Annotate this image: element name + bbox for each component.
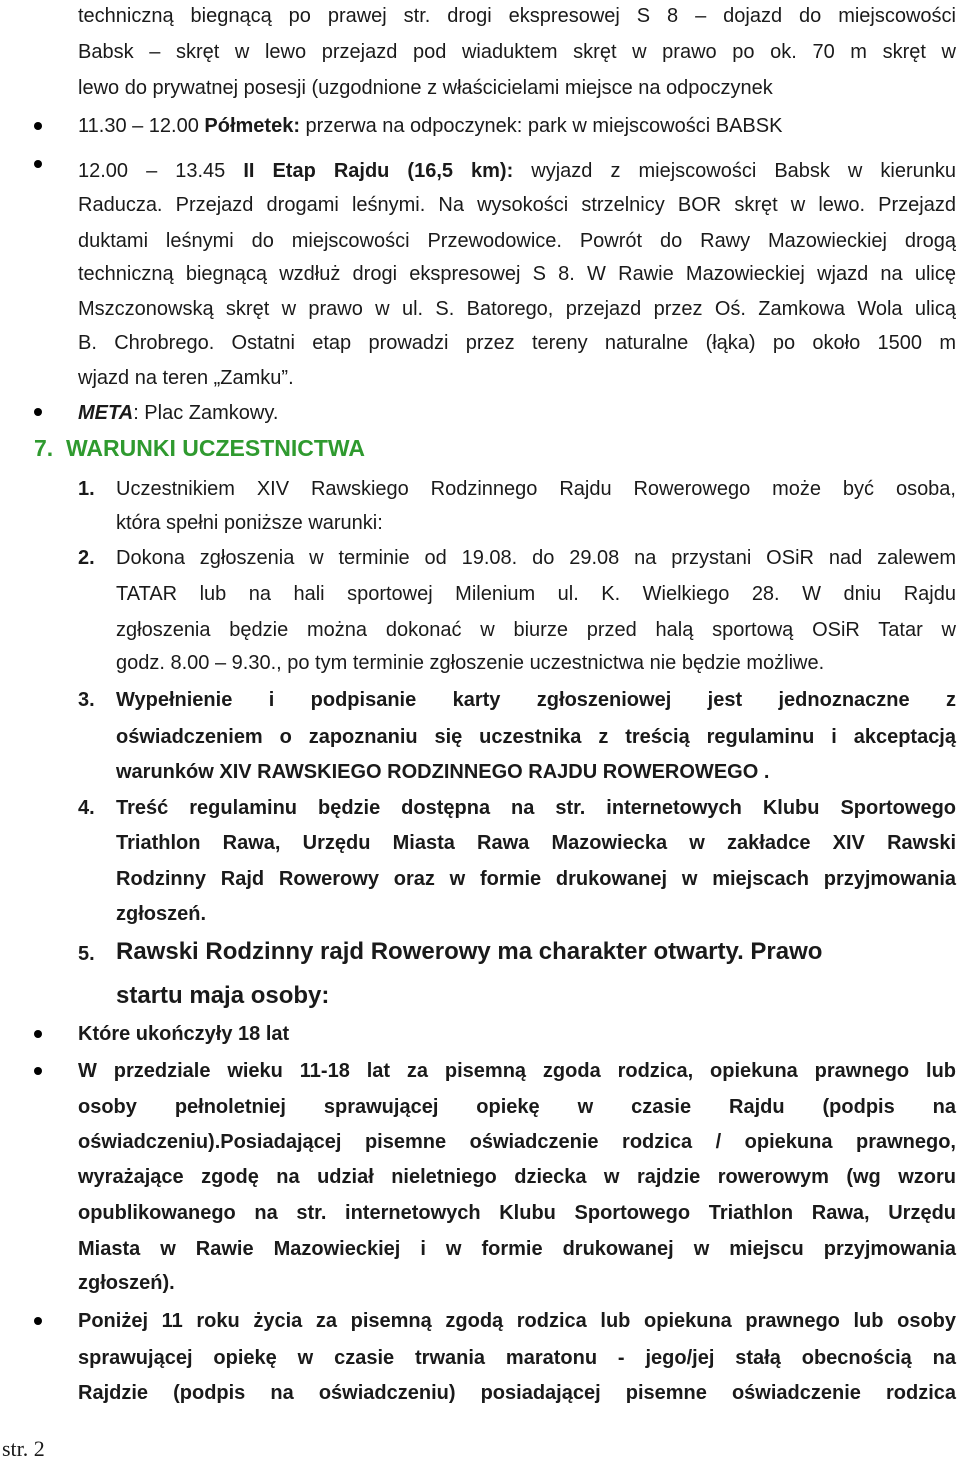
label: Półmetek: xyxy=(204,115,300,137)
condition-line: zgłoszeń). xyxy=(78,1272,175,1294)
item-line: Wypełnienie i podpisanie karty zgłoszeniowej jest jednoznaczne z xyxy=(116,689,956,711)
page-number: str. 2 xyxy=(2,1436,45,1461)
paragraph-line: B. Chrobrego. Ostatni etap prowadzi przez tereny naturalne (łąka) po około 1500 m xyxy=(78,332,956,354)
item-number: 4. xyxy=(78,797,95,819)
paragraph-line: techniczną biegnącą po prawej str. drogi ekspresowej S 8 – dojazd do miejscowości xyxy=(78,5,956,27)
paragraph-line: wjazd na teren „Zamku”. xyxy=(78,367,294,389)
bullet-icon xyxy=(34,160,42,168)
item-line: zgłoszenia będzie można dokonać w biurze przed halą sportową OSiR Tatar w xyxy=(116,619,956,641)
meta-line xyxy=(78,401,956,425)
condition-line: Miasta w Rawie Mazowieckiej i w formie drukowanej w miejscu przyjmowania xyxy=(78,1238,956,1260)
section-title: WARUNKI UCZESTNICTWA xyxy=(65,435,365,461)
time-range: 11.30 – 12.00 xyxy=(78,115,205,137)
paragraph-line: Babsk – skręt w lewo przejazd pod wiaduktem skręt w prawo po ok. 70 m skręt w xyxy=(78,41,956,63)
condition-line: osoby pełnoletniej sprawującej opiekę w czasie Rajdu (podpis na xyxy=(78,1096,956,1118)
condition-line: oświadczeniu).Posiadającej pisemne oświadczenie rodzica / opiekuna prawnego, xyxy=(78,1131,956,1153)
condition-line: opublikowanego na str. internetowych Klubu Sportowego Triathlon Rawa, Urzędu xyxy=(78,1202,956,1224)
item-line: Dokona zgłoszenia w terminie od 19.08. do 29.08 na przystani OSiR nad zalewem xyxy=(116,547,956,569)
item-number: 5. xyxy=(78,943,95,965)
text: przerwa na odpoczynek: park w miejscowości BABSK xyxy=(300,115,783,137)
text: : Plac Zamkowy. xyxy=(133,402,279,424)
item-number: 2. xyxy=(78,547,95,569)
time-range: 12.00 – 13.45 xyxy=(78,160,244,182)
item-line: oświadczeniem o zapoznaniu się uczestnika z treścią regulaminu i akceptacją xyxy=(116,726,956,748)
item-line: Rodzinny Rajd Rowerowy oraz w formie drukowanej w miejscach przyjmowania xyxy=(116,868,956,890)
bullet-icon xyxy=(34,408,42,416)
condition-line: W przedziale wieku 11-18 lat za pisemną zgoda rodzica, opiekuna prawnego lub xyxy=(78,1060,956,1082)
paragraph-line: lewo do prywatnej posesji (uzgodnione z właścicielami miejsce na odpoczynek xyxy=(78,77,773,99)
bullet-icon xyxy=(34,1067,42,1075)
section-number: 7. xyxy=(34,435,54,461)
item-line: startu maja osoby: xyxy=(116,982,330,1009)
item-line: Uczestnikiem XIV Rawskiego Rodzinnego Rajdu Rowerowego może być osoba, xyxy=(116,478,956,500)
bullet-icon xyxy=(34,122,42,130)
paragraph-line: Mszczonowską skręt w prawo w ul. S. Batorego, przejazd przez Oś. Zamkowa Wola ulicą xyxy=(78,298,956,320)
condition-adult: Które ukończyły 18 lat xyxy=(78,1023,290,1045)
section-heading xyxy=(34,434,365,462)
item-line: godz. 8.00 – 9.30., po tym terminie zgłoszenie uczestnictwa nie będzie możliwe. xyxy=(116,652,825,674)
text: wyjazd z miejscowości Babsk w kierunku xyxy=(513,160,957,182)
schedule-halfway xyxy=(78,114,956,138)
condition-line: Poniżej 11 roku życia za pisemną zgodą rodzica lub opiekuna prawnego lub osoby xyxy=(78,1310,956,1332)
paragraph-line: Raducza. Przejazd drogami leśnymi. Na wysokości strzelnicy BOR skręt w lewo. Przejazd xyxy=(78,194,956,216)
condition-line: Rajdzie (podpis na oświadczeniu) posiadającej pisemne oświadczenie rodzica xyxy=(78,1382,956,1404)
label: II Etap Rajdu (16,5 km): xyxy=(243,160,514,182)
item-line: która spełni poniższe warunki: xyxy=(116,512,383,534)
item-line: Treść regulaminu będzie dostępna na str. internetowych Klubu Sportowego xyxy=(116,797,956,819)
condition-line: wyrażające zgodę na udział nieletniego dziecka w rajdzie rowerowym (wg wzoru xyxy=(78,1166,956,1188)
schedule-stage-2 xyxy=(78,159,956,183)
condition-line: sprawującej opiekę w czasie trwania maratonu - jego/jej stałą obecnością na xyxy=(78,1347,956,1369)
label: META xyxy=(78,402,134,424)
item-number: 1. xyxy=(78,478,95,500)
item-number: 3. xyxy=(78,689,95,711)
item-line: Triathlon Rawa, Urzędu Miasta Rawa Mazowiecka w zakładce XIV Rawski xyxy=(116,832,956,854)
paragraph-line: duktami leśnymi do miejscowości Przewodowice. Powrót do Rawy Mazowieckiej drogą xyxy=(78,230,956,252)
bullet-icon xyxy=(34,1317,42,1325)
item-line: Rawski Rodzinny rajd Rowerowy ma charakter otwarty. Prawo xyxy=(116,938,823,965)
paragraph-line: techniczną biegnącą wzdłuż drogi ekspresowej S 8. W Rawie Mazowieckiej wjazd na ulicę xyxy=(78,263,956,285)
item-line: warunków XIV RAWSKIEGO RODZINNEGO RAJDU ROWEROWEGO . xyxy=(116,761,770,783)
item-line: zgłoszeń. xyxy=(116,903,207,925)
item-line: TATAR lub na hali sportowej Milenium ul. K. Wielkiego 28. W dniu Rajdu xyxy=(116,583,956,605)
bullet-icon xyxy=(34,1030,42,1038)
